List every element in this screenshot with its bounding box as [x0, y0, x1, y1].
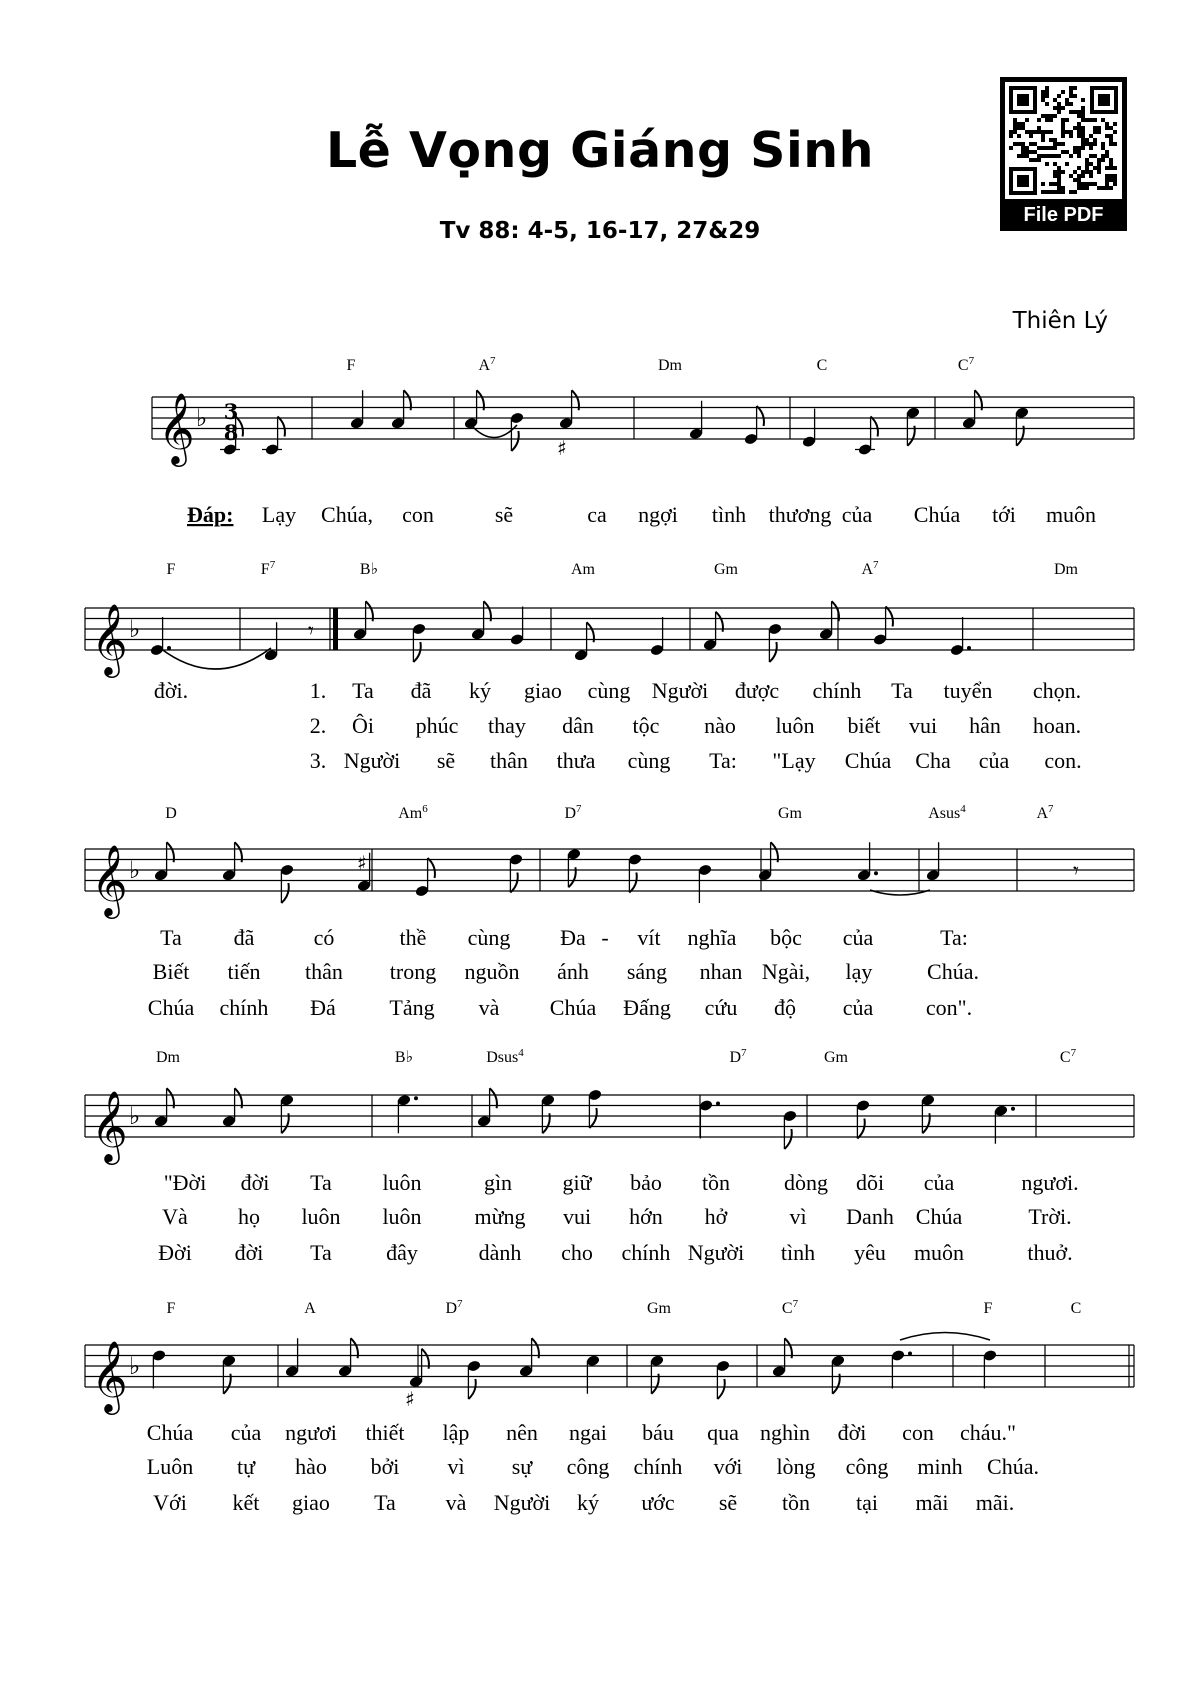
chord-symbol: C [1070, 1300, 1082, 1317]
chord-symbol: D [165, 805, 177, 822]
key-signature-flat-icon: ♭ [129, 1352, 141, 1380]
note [285, 1338, 300, 1377]
lyric-syllable: của [841, 502, 873, 527]
lyric-syllable: tại [856, 1490, 878, 1515]
eighth-rest-icon: 𝄾 [308, 619, 314, 644]
lyric-syllable: bảo [630, 1170, 662, 1195]
note [772, 1338, 792, 1377]
lyric-syllable: tồn [701, 1170, 731, 1195]
lyric-syllable: bộc [770, 925, 802, 950]
chord-symbol: $C^7$ [957, 355, 975, 374]
lyric-syllable: thân [305, 959, 343, 984]
lyric-syllable: Lạy [261, 502, 297, 527]
lyric-syllable: Ôi [352, 713, 374, 738]
lyric-syllable: dòng [784, 1170, 828, 1195]
lyric-syllable: vì [789, 1204, 807, 1229]
note [412, 623, 427, 662]
note [628, 853, 643, 892]
note [1015, 406, 1030, 445]
key-signature-flat-icon: ♭ [129, 1102, 141, 1130]
lyric-syllable: Đời [158, 1240, 192, 1265]
note [222, 1088, 242, 1127]
key-signature-flat-icon: ♭ [196, 404, 208, 432]
note [783, 1110, 798, 1149]
lyric-syllable: chính [633, 1454, 683, 1479]
lyric-syllable: muôn [913, 1240, 965, 1265]
note [264, 622, 279, 661]
lyric-syllable: nguồn [464, 959, 520, 984]
note [222, 1354, 237, 1393]
lyric-syllable: của [230, 1420, 262, 1445]
lyric-syllable: tới [992, 502, 1016, 527]
chord-symbol: $D^7$ [729, 1047, 747, 1066]
lyric-syllable: giữ [562, 1170, 592, 1195]
chord-symbol: Asus$^4$ [928, 803, 966, 822]
staff-system [152, 391, 1134, 467]
lyric-syllable: con [402, 502, 434, 527]
chord-symbol: $C^7$ [781, 1298, 799, 1317]
lyric-syllable: thề [399, 925, 427, 950]
treble-clef-icon: 𝄞 [91, 602, 128, 675]
lyric-syllable: Trời. [1028, 1204, 1072, 1229]
lyric-syllable: sự [511, 1454, 533, 1479]
lyric-syllable: Đa [560, 925, 586, 950]
lyric-syllable: của [842, 925, 874, 950]
time-signature-top: 3 [223, 399, 239, 424]
note [464, 390, 484, 429]
note [567, 848, 582, 887]
lyric-syllable: Biết [152, 959, 190, 984]
lyric-syllable: dõi [855, 1170, 885, 1195]
lyric-syllable: đã [233, 925, 255, 950]
chord-symbol: Dm [658, 357, 682, 374]
note [559, 390, 579, 429]
lyric-syllable: giao [524, 678, 562, 703]
thick-barline [333, 608, 338, 650]
lyric-syllable: qua [707, 1420, 739, 1445]
lyric-syllable: chọn. [1032, 678, 1082, 703]
lyric-syllable: của [978, 748, 1010, 773]
lyric-syllable: Ngài, [761, 959, 811, 984]
note [856, 1099, 871, 1138]
lyric-syllable: thuở. [1027, 1240, 1073, 1265]
lyric-syllable: Ta: [940, 925, 968, 950]
lyric-syllable: công [845, 1454, 889, 1479]
note [467, 1360, 482, 1399]
lyric-syllable: 1. [309, 678, 327, 703]
lyric-syllable: sẽ [718, 1490, 738, 1515]
lyric-syllable: cùng [467, 925, 511, 950]
lyric-syllable: Cha [915, 748, 951, 773]
lyric-syllable: sáng [626, 959, 668, 984]
lyric-syllable: nhan [699, 959, 743, 984]
lyric-syllable: thiết [365, 1420, 405, 1445]
lyric-syllable: với [713, 1454, 743, 1479]
slur [900, 1333, 990, 1341]
lyric-syllable: Với [153, 1490, 187, 1515]
note [222, 842, 242, 881]
pdf-file-label[interactable]: File PDF [1000, 200, 1127, 230]
lyric-syllable: hớn [629, 1204, 663, 1229]
lyric-syllable: và [478, 995, 500, 1020]
note [154, 842, 174, 881]
lyric-syllable: cùng [627, 748, 671, 773]
staff-system [85, 602, 1134, 678]
note [152, 1349, 167, 1388]
chord-symbol: $D^7$ [564, 803, 582, 822]
lyric-syllable: hoan. [1032, 713, 1082, 738]
note [262, 417, 285, 456]
lyric-syllable: Ta [160, 925, 182, 950]
lyric-syllable: của [842, 995, 874, 1020]
chord-symbol: Gm [647, 1300, 671, 1317]
lyric-syllable: con". [925, 995, 973, 1020]
note [338, 1338, 358, 1377]
lyric-syllable: Danh [846, 1204, 894, 1229]
chord-symbol: Gm [714, 561, 738, 578]
lyric-syllable: ca [587, 502, 607, 527]
note [921, 1094, 936, 1133]
lyric-syllable: báu [642, 1420, 674, 1445]
note [819, 601, 839, 640]
lyric-syllable: thân [490, 748, 528, 773]
note [280, 864, 295, 903]
chord-symbol: F [983, 1300, 993, 1317]
note [994, 1104, 1015, 1143]
lyric-syllable: con. [1044, 748, 1082, 773]
lyric-syllable: dành [478, 1240, 522, 1265]
lyric-syllable: thưa [556, 748, 596, 773]
note [926, 842, 941, 881]
note [409, 1349, 429, 1388]
note [689, 401, 704, 440]
lyric-syllable: cho [561, 1240, 593, 1265]
chord-symbol: $F^7$ [260, 559, 276, 578]
lyric-syllable: nào [704, 713, 736, 738]
lyric-syllable: nghĩa [687, 925, 737, 950]
chord-symbol: Dsus$^4$ [486, 1047, 524, 1066]
treble-clef-icon: 𝄞 [91, 1339, 128, 1412]
lyric-syllable: bởi [370, 1454, 400, 1479]
lyric-syllable: con [902, 1420, 934, 1445]
lyric-syllable: Luôn [146, 1454, 194, 1479]
lyric-syllable: luôn [382, 1204, 422, 1229]
lyric-syllable: hào [295, 1454, 327, 1479]
lyric-syllable: trong [389, 959, 437, 984]
slur [160, 648, 271, 669]
lyric-syllable: lập [442, 1420, 470, 1445]
sharp-accidental-icon: ♯ [357, 851, 367, 875]
lyric-syllable: Người [343, 748, 401, 773]
lyric-syllable: "Đời [163, 1170, 207, 1195]
lyric-syllable: Tảng [389, 995, 435, 1020]
lyric-syllable: Và [162, 1204, 188, 1229]
lyric-syllable: Chúa [844, 748, 892, 773]
lyric-syllable: đời [837, 1420, 867, 1445]
psalm-reference: Tv 88: 4-5, 16-17, 27&29 [439, 218, 761, 244]
note [574, 622, 594, 661]
song-title: Lễ Vọng Giáng Sinh [325, 122, 875, 179]
lyric-syllable: ngai [569, 1420, 607, 1445]
note [891, 1349, 912, 1388]
note [703, 612, 723, 651]
lyric-syllable: gìn [483, 1170, 513, 1195]
note [510, 412, 525, 451]
lyric-syllable: Đấng [623, 995, 671, 1020]
chord-symbol: Gm [824, 1049, 848, 1066]
lyric-syllable: sẽ [436, 748, 456, 773]
lyric-syllable: phúc [415, 713, 459, 738]
lyric-syllable: thương [768, 502, 832, 527]
sharp-accidental-icon: ♯ [405, 1387, 415, 1411]
chord-symbol: B♭ [394, 1049, 414, 1066]
note [353, 601, 373, 640]
lyric-syllable: Chúa [146, 1420, 194, 1445]
chord-symbol: Am$^6$ [398, 803, 428, 822]
note [906, 406, 921, 445]
note [391, 390, 411, 429]
lyric-syllable: vui [908, 713, 938, 738]
treble-clef-icon: 𝄞 [158, 391, 195, 464]
key-signature-flat-icon: ♭ [129, 856, 141, 884]
lyric-syllable: cứu [704, 995, 738, 1020]
lyric-syllable: luôn [775, 713, 815, 738]
lyric-syllable: chính [621, 1240, 671, 1265]
staff-system [85, 1339, 1134, 1415]
note [699, 1099, 720, 1138]
lyric-syllable: 2. [309, 713, 327, 738]
lyric-syllable: Ta: [709, 748, 737, 773]
lyric-syllable: lòng [776, 1454, 816, 1479]
chord-symbol: C [816, 357, 828, 374]
lyric-syllable: biết [847, 713, 881, 738]
lyric-syllable: muôn [1045, 502, 1097, 527]
treble-clef-icon: 𝄞 [91, 1089, 128, 1162]
lyric-syllable: hở [704, 1204, 728, 1229]
note [768, 623, 783, 662]
time-signature-bottom: 8 [223, 420, 239, 445]
lyric-syllable: của [923, 1170, 955, 1195]
lyric-syllable: được [734, 678, 780, 703]
lyric-syllable: đời [234, 1240, 264, 1265]
treble-clef-icon: 𝄞 [91, 843, 128, 916]
chord-symbol: B♭ [359, 561, 379, 578]
lyric-syllable: Ta [352, 678, 374, 703]
lyric-syllable: đây [386, 1240, 418, 1265]
chord-symbol: $C^7$ [1059, 1047, 1077, 1066]
note [586, 1354, 601, 1393]
lyric-syllable: Chúa. [987, 1454, 1039, 1479]
lyric-syllable: dân [562, 713, 594, 738]
lyric-syllable: vì [447, 1454, 465, 1479]
lyric-syllable: Chúa [147, 995, 195, 1020]
note [154, 1088, 174, 1127]
chord-symbol: F [166, 561, 176, 578]
lyric-syllable: tộc [632, 713, 660, 738]
note [397, 1094, 418, 1133]
lyric-syllable: yêu [854, 1240, 886, 1265]
lyric-syllable: cháu." [959, 1420, 1017, 1445]
lyric-syllable: Chúa [549, 995, 597, 1020]
chord-symbol: Dm [156, 1049, 180, 1066]
lyric-syllable: ánh [557, 959, 589, 984]
lyric-syllable: lạy [845, 959, 873, 984]
lyric-syllable: Ta [374, 1490, 396, 1515]
lyric-syllable: đời [240, 1170, 270, 1195]
lyric-syllable: Chúa [915, 1204, 963, 1229]
chord-symbol: $A^7$ [861, 559, 879, 578]
lyric-syllable: minh [917, 1454, 963, 1479]
key-signature-flat-icon: ♭ [129, 615, 141, 643]
lyric-syllable: độ [774, 995, 796, 1020]
eighth-rest-icon: 𝄾 [1073, 859, 1079, 884]
lyric-syllable: hân [969, 713, 1001, 738]
note [477, 1088, 497, 1127]
lyric-syllable: giao [292, 1490, 330, 1515]
note [541, 1094, 556, 1133]
lyric-syllable: kết [232, 1490, 260, 1515]
lyric-syllable: Người [493, 1490, 551, 1515]
lyric-syllable: Ta [310, 1170, 332, 1195]
note [716, 1360, 731, 1399]
lyric-syllable: ngươi. [1021, 1170, 1079, 1195]
lyric-syllable: nghìn [759, 1420, 811, 1445]
note [519, 1338, 539, 1377]
lyric-syllable: tồn [781, 1490, 811, 1515]
chord-symbol: $A^7$ [478, 355, 496, 374]
lyric-syllable: Chúa, [321, 502, 373, 527]
lyric-syllable: chính [812, 678, 862, 703]
note [280, 1094, 295, 1133]
lyric-syllable: Người [687, 1240, 745, 1265]
note [588, 1089, 603, 1128]
note [855, 417, 878, 456]
chord-symbol: $A^7$ [1036, 803, 1054, 822]
lyric-syllable: sẽ [494, 502, 514, 527]
lyric-syllable: đời. [153, 678, 189, 703]
lyric-syllable: Ta [310, 1240, 332, 1265]
lyric-syllable: ước [641, 1490, 675, 1515]
note [471, 601, 491, 640]
note [831, 1354, 846, 1393]
lyric-syllable: cùng [587, 678, 631, 703]
lyric-syllable: chính [219, 995, 269, 1020]
lyric-syllable: Ta [891, 678, 913, 703]
note [983, 1349, 998, 1388]
chord-symbol: $D^7$ [445, 1298, 463, 1317]
lyric-syllable: luôn [382, 1170, 422, 1195]
chord-symbol: F [346, 357, 356, 374]
lyric-syllable: thay [488, 713, 526, 738]
note [698, 864, 713, 903]
lyric-syllable: ngợi [638, 502, 678, 527]
lyric-syllable: Chúa [913, 502, 961, 527]
lyric-syllable: "Lạy [772, 748, 816, 773]
lyric-syllable: tình [780, 1240, 816, 1265]
note [509, 853, 524, 892]
chord-symbol: A [304, 1300, 316, 1317]
lyric-syllable: vít [637, 925, 661, 950]
lyric-syllable: mãi [915, 1490, 949, 1515]
lyric-syllable: mãi. [975, 1490, 1015, 1515]
lyric-syllable: tiến [227, 959, 261, 984]
lyric-syllable: luôn [301, 1204, 341, 1229]
response-label: Đáp: [187, 502, 234, 527]
note [650, 1354, 665, 1393]
note [650, 617, 665, 656]
composer-name: Thiên Lý [1012, 308, 1108, 334]
lyric-syllable: ký [577, 1490, 599, 1515]
lyric-syllable: công [566, 1454, 610, 1479]
chord-symbol: F [166, 1300, 176, 1317]
lyric-syllable: mừng [474, 1204, 526, 1229]
slur [471, 425, 517, 438]
lyric-syllable: đã [410, 678, 432, 703]
lyric-syllable: có [313, 925, 335, 950]
note [510, 607, 525, 646]
chord-symbol: Dm [1054, 561, 1078, 578]
lyric-syllable: tuyển [943, 678, 993, 703]
chord-symbol: Am [571, 561, 595, 578]
note [350, 390, 365, 429]
lyric-syllable: tình [711, 502, 747, 527]
note [962, 390, 982, 429]
lyric-syllable: Người [651, 678, 709, 703]
lyric-syllable: họ [238, 1204, 260, 1229]
lyric-syllable: ký [469, 678, 491, 703]
lyric-syllable: nên [506, 1420, 538, 1445]
sharp-accidental-icon: ♯ [557, 436, 567, 460]
lyric-syllable: vui [562, 1204, 592, 1229]
note [857, 842, 878, 881]
lyric-syllable: tự [236, 1454, 256, 1479]
lyric-syllable: Chúa. [927, 959, 979, 984]
chord-symbol: Gm [778, 805, 802, 822]
lyric-syllable: ngươi [285, 1420, 337, 1445]
lyric-syllable: Đá [310, 995, 336, 1020]
lyric-syllable: và [445, 1490, 467, 1515]
lyric-syllable: 3. [309, 748, 327, 773]
lyric-syllable: - [601, 925, 609, 950]
